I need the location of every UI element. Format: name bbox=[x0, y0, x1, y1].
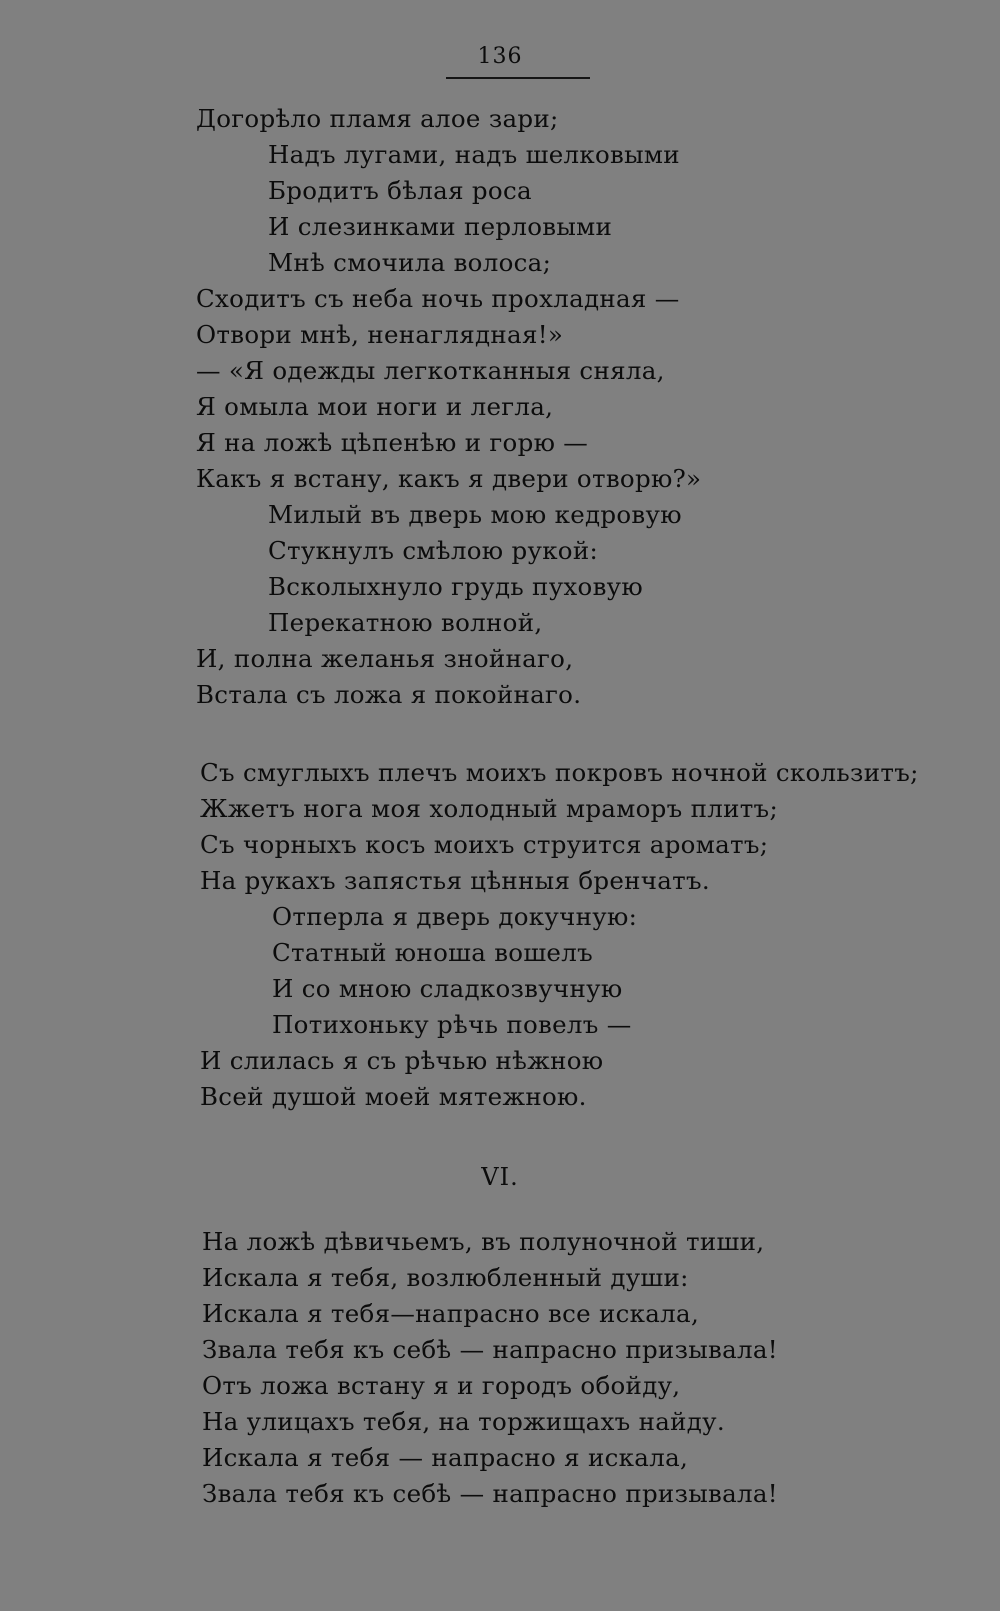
poem-line: На ложѣ дѣвичьемъ, въ полуночной тиши, bbox=[202, 1227, 765, 1256]
poem-line: На улицахъ тебя, на торжищахъ найду. bbox=[202, 1407, 725, 1436]
poem-line: Искала я тебя—напрасно все искала, bbox=[202, 1299, 700, 1328]
poem-line: Милый въ дверь мою кедровую bbox=[268, 500, 682, 529]
poem-line: Звала тебя къ себѣ — напрасно призывала! bbox=[202, 1335, 778, 1364]
poem-line: Статный юноша вошелъ bbox=[272, 938, 593, 967]
poem-stanza-2 bbox=[200, 755, 919, 1115]
poem-line: Отъ ложа встану я и городъ обойду, bbox=[202, 1371, 681, 1400]
poem-line: — «Я одежды легкотканныя сняла, bbox=[196, 356, 665, 385]
poem-line: На рукахъ запястья цѣнныя бренчатъ. bbox=[200, 866, 711, 895]
poem-line: Я на ложѣ цѣпенѣю и горю — bbox=[196, 428, 589, 457]
poem-line: И слилась я съ рѣчью нѣжною bbox=[200, 1046, 604, 1075]
poem-line: Звала тебя къ себѣ — напрасно призывала! bbox=[202, 1479, 778, 1508]
header-rule bbox=[446, 77, 590, 79]
poem-line: Встала съ ложа я покойнаго. bbox=[196, 680, 582, 709]
poem-line: Жжетъ нога моя холодный мраморъ плитъ; bbox=[200, 794, 778, 823]
poem-line: Потихоньку рѣчь повелъ — bbox=[272, 1010, 632, 1039]
section-heading: VI. bbox=[481, 1163, 519, 1191]
poem-line: Мнѣ смочила волоса; bbox=[268, 248, 552, 277]
poem-line: И со мною сладкозвучную bbox=[272, 974, 623, 1003]
poem-line: Съ чорныхъ косъ моихъ струится ароматъ; bbox=[200, 830, 769, 859]
page-number: 136 bbox=[477, 44, 523, 69]
poem-line: Надъ лугами, надъ шелковыми bbox=[268, 140, 680, 169]
poem-line: Отвори мнѣ, ненаглядная!» bbox=[196, 320, 564, 349]
poem-line: Сходитъ съ неба ночь прохладная — bbox=[196, 284, 680, 313]
poem-line: Бродитъ бѣлая роса bbox=[268, 176, 532, 205]
poem-line: Искала я тебя, возлюбленный души: bbox=[202, 1263, 689, 1292]
poem-line: Я омыла мои ноги и легла, bbox=[196, 392, 554, 421]
poem-line: Перекатною волной, bbox=[268, 608, 543, 637]
poem-line: И слезинками перловыми bbox=[268, 212, 613, 241]
poem-line: Всей душой моей мятежною. bbox=[200, 1082, 587, 1111]
poem-line: Какъ я встану, какъ я двери отворю?» bbox=[196, 464, 702, 493]
poem-line: Стукнулъ смѣлою рукой: bbox=[268, 536, 599, 565]
poem-stanza-1 bbox=[196, 101, 701, 713]
poem-stanza-3 bbox=[202, 1224, 778, 1512]
poem-line: Всколыхнуло грудь пуховую bbox=[268, 572, 644, 601]
poem-line: Искала я тебя — напрасно я искала, bbox=[202, 1443, 689, 1472]
poem-line: Отперла я дверь докучную: bbox=[272, 902, 638, 931]
poem-line: Съ смуглыхъ плечъ моихъ покровъ ночной скользитъ; bbox=[200, 758, 919, 787]
poem-line: И, полна желанья знойнаго, bbox=[196, 644, 574, 673]
poem-line: Догорѣло пламя алое зари; bbox=[196, 104, 559, 133]
